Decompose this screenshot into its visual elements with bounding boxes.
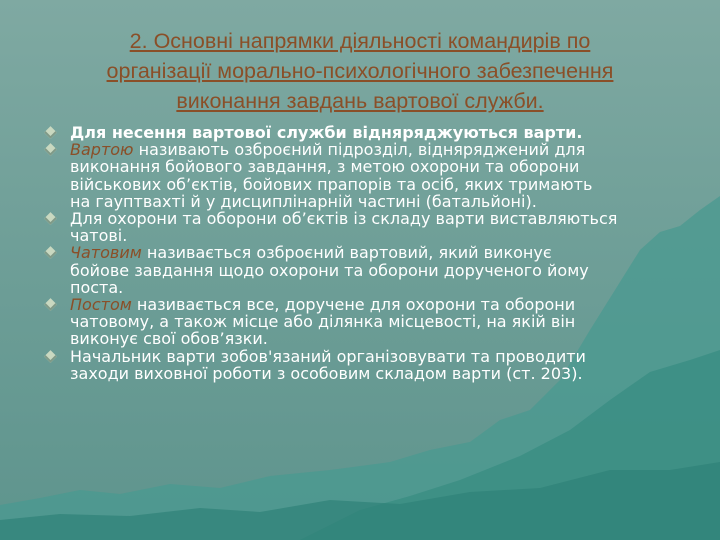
bullet-text-line: військових об’єктів, бойових прапорів та осіб, яких тримають [70, 174, 593, 194]
bullet-item [46, 141, 676, 210]
bullet-text-line: Для несення вартової служби відняряджуються варти. [70, 123, 583, 142]
diamond-bullet-icon [44, 212, 57, 225]
diamond-bullet-icon [44, 350, 57, 363]
bullet-item [46, 244, 676, 296]
bullet-text-line: виконання бойового завдання, з метою охорони та оборони [70, 157, 580, 177]
bullet-list [46, 124, 676, 382]
defined-term: Постом [70, 295, 132, 315]
bullet-first-line [70, 296, 676, 313]
bullet-text-line: Для охорони та оборони об’єктів із складу варти виставляються [70, 209, 618, 229]
bullet-text-line: чатовому, а також місце або ділянка місцевості, на якій він [70, 312, 576, 332]
bullet-item [46, 348, 676, 382]
bullet-text-line: поста. [70, 277, 124, 297]
bullet-text-line: Начальник варти зобов'язаний організовувати та проводити [70, 346, 586, 366]
bullet-text-line: на гауптвахті й у дисциплінарній частині (батальйоні). [70, 191, 537, 211]
bullet-item [46, 210, 676, 244]
title-line: виконання завдань вартової служби. [176, 89, 544, 113]
bullet-text: називається озброєний вартовий, який виконує [141, 243, 552, 263]
diamond-bullet-icon [44, 126, 57, 139]
bullet-item [46, 296, 676, 348]
bullet-text-line: бойове завдання щодо охорони та оборони дорученого йому [70, 260, 589, 280]
title-line: організації морально-психологічного забезпечення [106, 59, 614, 83]
slide-title [30, 26, 690, 116]
bullet-text-line: виконує свої обов’язки. [70, 329, 268, 349]
diamond-bullet-icon [44, 298, 57, 311]
title-line: 2. Основні напрямки діяльності командирів по [129, 29, 591, 53]
defined-term: Вартою [70, 140, 134, 160]
bullet-text-line: чатові. [70, 226, 128, 246]
bullet-text: називають озброєний підрозділ, відняряджений для [133, 140, 586, 160]
defined-term: Чатовим [70, 243, 142, 263]
bullet-item [46, 124, 676, 141]
bullet-text-line: заходи виховної роботи з особовим складом варти (ст. 203). [70, 363, 583, 383]
diamond-bullet-icon [44, 247, 57, 260]
diamond-bullet-icon [44, 143, 57, 156]
bullet-text: називається все, доручене для охорони та оборони [131, 295, 576, 315]
bullet-first-line [70, 244, 676, 261]
bullet-first-line [70, 141, 676, 158]
